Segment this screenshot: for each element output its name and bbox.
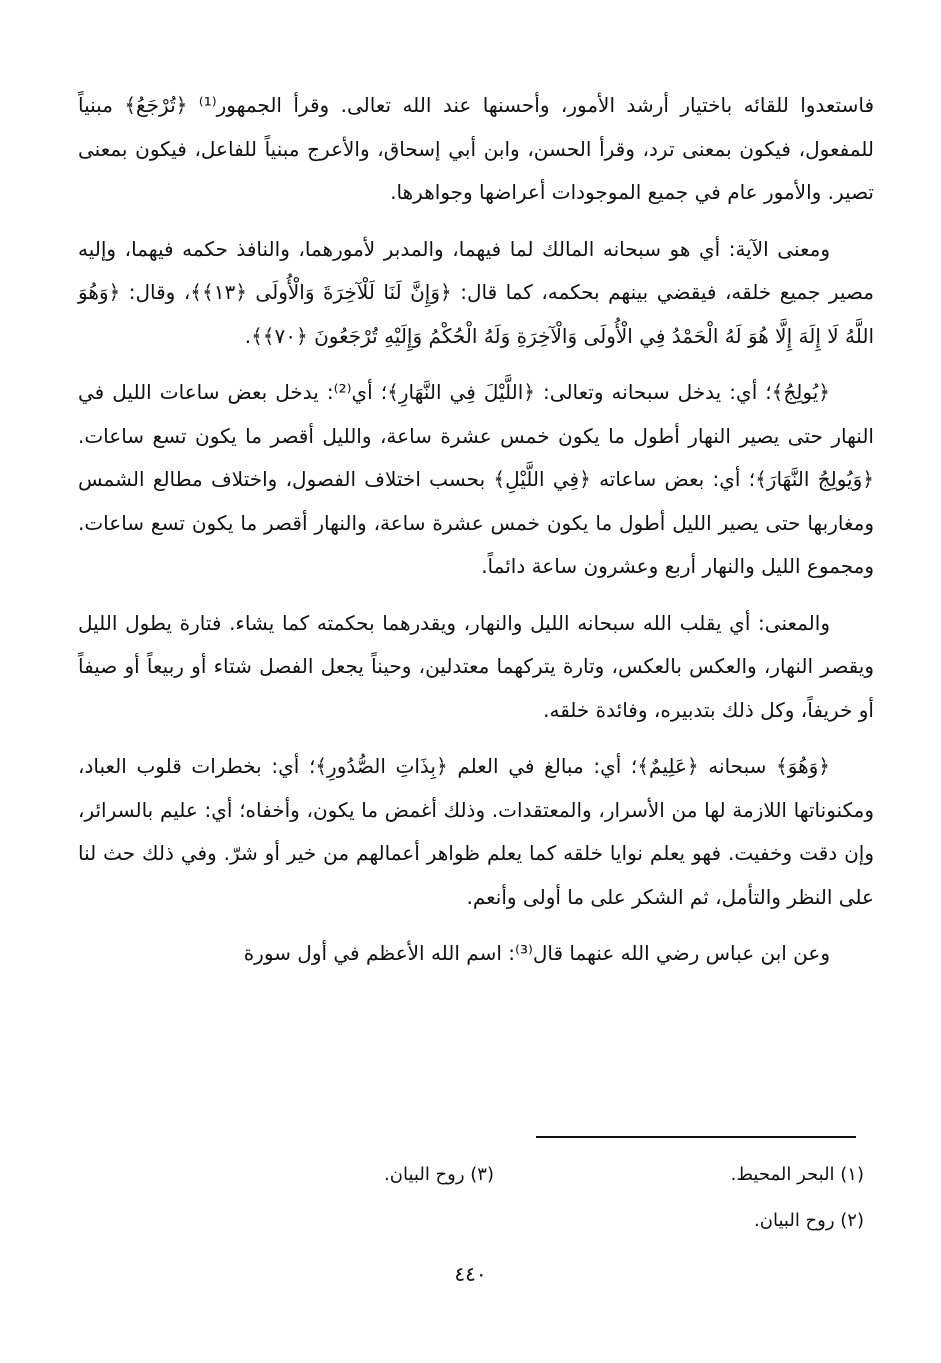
paragraph-2: ومعنى الآية: أي هو سبحانه المالك لما فيهما، والمدبر لأمورهما، والنافذ حكمه فيهما، وإليه مصير جميع خلقه، فيقضي بينهم بحكمه، كما قال: ﴿وَإِنَّ لَنَا لَلْآخِرَةَ وَالْأُولَى ﴿١٣﴾﴾، وقال: ﴿وَهُوَ اللَّهُ لَا إِلَهَ إِلَّا هُوَ لَهُ الْحَمْدُ فِي الْأُولَى وَالْآخِرَةِ وَلَهُ الْحُكْمُ وَإِلَيْهِ تُرْجَعُونَ ﴿٧٠﴾﴾. xyxy=(78,236,874,348)
page-number: ٤٤٠ xyxy=(454,1262,487,1286)
paragraph-5: ﴿وَهُوَ﴾ سبحانه ﴿عَلِيمٌ﴾؛ أي: مبالغ في العلم ﴿بِذَاتِ الصُّدُورِ﴾؛ أي: بخطرات قلوب العباد، ومكنوناتها اللازمة لها من الأسرار، والمعتقدات. وذلك أغمض ما يكون، وأخفاه؛ أي: عليم بالسرائر، وإن دقت وخفيت. فهو يعلم نوايا خلقه كما يعلم ظواهر أعمالهم من خير أو شرّ. وفي ذلك حث لنا على النظر والتأمل، ثم الشكر على ما أولى وأنعم. xyxy=(78,754,874,909)
footnotes xyxy=(100,1152,864,1244)
footnote-row xyxy=(100,1152,864,1198)
footnote-divider xyxy=(536,1136,856,1138)
footnote-row xyxy=(100,1198,864,1244)
paragraph-6: وعن ابن عباس رضي الله عنهما قال⁽³⁾: اسم الله الأعظم في أول سورة xyxy=(243,941,830,965)
paragraph-1: فاستعدوا للقائه باختيار أرشد الأمور، وأحسنها عند الله تعالى. وقرأ الجمهور⁽¹⁾ ﴿تُرْجَعُ﴾ مبنياً للمفعول، فيكون بمعنى ترد، وقرأ الحسن، وابن أبي إسحاق، والأعرج مبنياً للفاعل، فيكون بمعنى تصير. والأمور عام في جميع الموجودات أعراضها وجواهرها. xyxy=(78,93,875,204)
footnote-1: (١) البحر المحيط. xyxy=(730,1164,864,1185)
page-body xyxy=(78,84,874,989)
footnote-2: (٢) روح البيان. xyxy=(754,1210,864,1231)
footnote-3: (٣) روح البيان. xyxy=(384,1164,494,1185)
paragraph-4: والمعنى: أي يقلب الله سبحانه الليل والنهار، ويقدرهما بحكمته كما يشاء. فتارة يطول الليل ويقصر النهار، والعكس بالعكس، وتارة يتركهما معتدلين، وحيناً يجعل الفصل شتاء أو ربيعاً أو صيفاً أو خريفاً، وكل ذلك بتدبيره، وفائدة خلقه. xyxy=(78,610,874,722)
paragraph-3: ﴿يُولِجُ﴾؛ أي: يدخل سبحانه وتعالى: ﴿اللَّيْلَ فِي النَّهَارِ﴾؛ أي⁽²⁾: يدخل بعض ساعات الليل في النهار حتى يصير النهار أطول ما يكون خمس عشرة ساعة، والليل أقصر ما يكون تسع ساعات. ﴿وَيُولِجُ النَّهَارَ﴾؛ أي: بعض ساعاته ﴿فِي اللَّيْلِ﴾ بحسب اختلاف الفصول، واختلاف مطالع الشمس ومغاربها حتى يصير الليل أطول ما يكون خمس عشرة ساعة، والنهار أقصر ما يكون تسع ساعات. ومجموع الليل والنهار أربع وعشرون ساعة دائماً. xyxy=(78,380,874,578)
